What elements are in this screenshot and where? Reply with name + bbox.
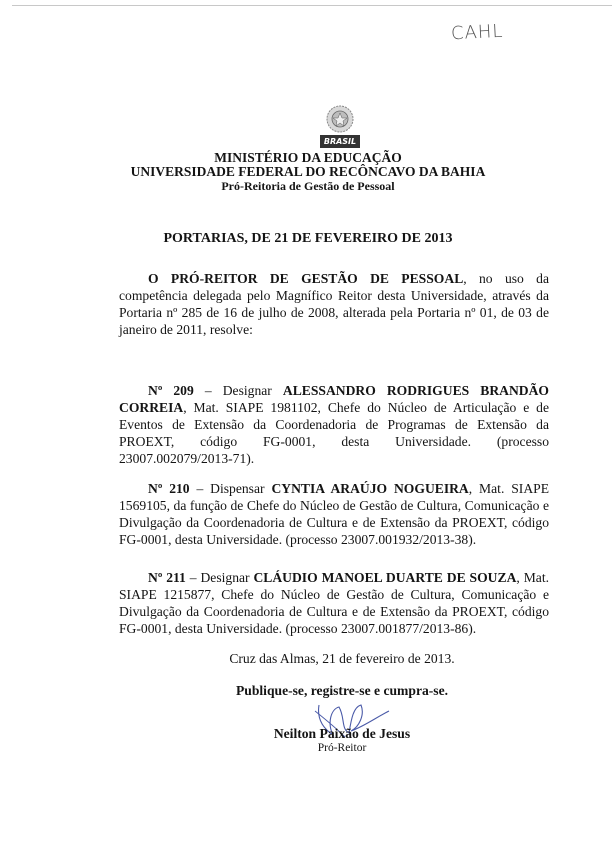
portaria-person-name: CYNTIA ARAÚJO NOGUEIRA <box>271 481 469 496</box>
place-date: Cruz das Almas, 21 de fevereiro de 2013. <box>229 651 455 666</box>
portaria-text: , Mat. SIAPE 1215877, Chefe do Núcleo de Gestão de Cultura, Comunicação e Divulgação da Coordenadoria de Cultura e de Extensão da PROEXT, código FG-0001, desta Universidade. (processo 23007.001877/2013-86). <box>119 570 549 636</box>
portaria-action: – Designar <box>193 383 283 398</box>
preamble-paragraph <box>119 270 549 338</box>
emblem-label: BRASIL <box>323 137 357 146</box>
ministry-heading: MINISTÉRIO DA EDUCAÇÃO <box>214 150 402 165</box>
publish-statement: Publique-se, registre-se e cumpra-se. <box>235 683 449 698</box>
brasil-coat-of-arms-icon <box>318 104 362 150</box>
university-heading: UNIVERSIDADE FEDERAL DO RECÔNCAVO DA BAHIA <box>130 164 486 179</box>
portaria-action: – Dispensar <box>189 481 272 496</box>
portaria-text: , Mat. SIAPE 1569105, da função de Chefe do Núcleo de Gestão de Cultura, Comunicação e Divulgação da Coordenadoria de Cultura e de Extensão da PROEXT, código FG-0001, desta Universidade. (processo 23007.001932/2013-38). <box>119 481 550 547</box>
portaria-number: Nº 210 <box>148 481 190 496</box>
handwritten-note: CAHL <box>450 20 504 45</box>
portaria-209 <box>119 382 549 467</box>
portaria-number: Nº 209 <box>148 383 194 398</box>
preamble-text: , no uso da competência delegada pelo Magnífico Reitor desta Universidade, através da Portaria nº 285 de 16 de julho de 2008, alterada pela Portaria nº 01, de 03 de janeiro de 2011, resolve: <box>119 271 549 337</box>
signer-name: Neilton Paixão de Jesus <box>273 726 411 741</box>
portaria-211 <box>119 569 549 637</box>
portaria-action: – Designar <box>185 570 254 585</box>
signer-role: Pró-Reitor <box>317 742 367 754</box>
scan-edge-line <box>12 5 612 6</box>
portaria-person-name: ALESSANDRO RODRIGUES BRANDÃO CORREIA <box>119 383 549 415</box>
document-title: PORTARIAS, DE 21 DE FEVEREIRO DE 2013 <box>163 231 453 246</box>
preamble-authority: O PRÓ-REITOR DE GESTÃO DE PESSOAL <box>148 271 464 286</box>
department-heading: Pró-Reitoria de Gestão de Pessoal <box>221 179 395 193</box>
portaria-number: Nº 211 <box>148 570 186 585</box>
portaria-person-name: CLÁUDIO MANOEL DUARTE DE SOUZA <box>253 570 517 585</box>
portaria-text: , Mat. SIAPE 1981102, Chefe do Núcleo de Articulação e de Eventos de Extensão da Coordenadoria de Programas de Extensão da PROEXT, código FG-0001, desta Universidade. (processo 23007.002079/2013-71). <box>119 400 549 466</box>
portaria-210 <box>119 480 549 548</box>
